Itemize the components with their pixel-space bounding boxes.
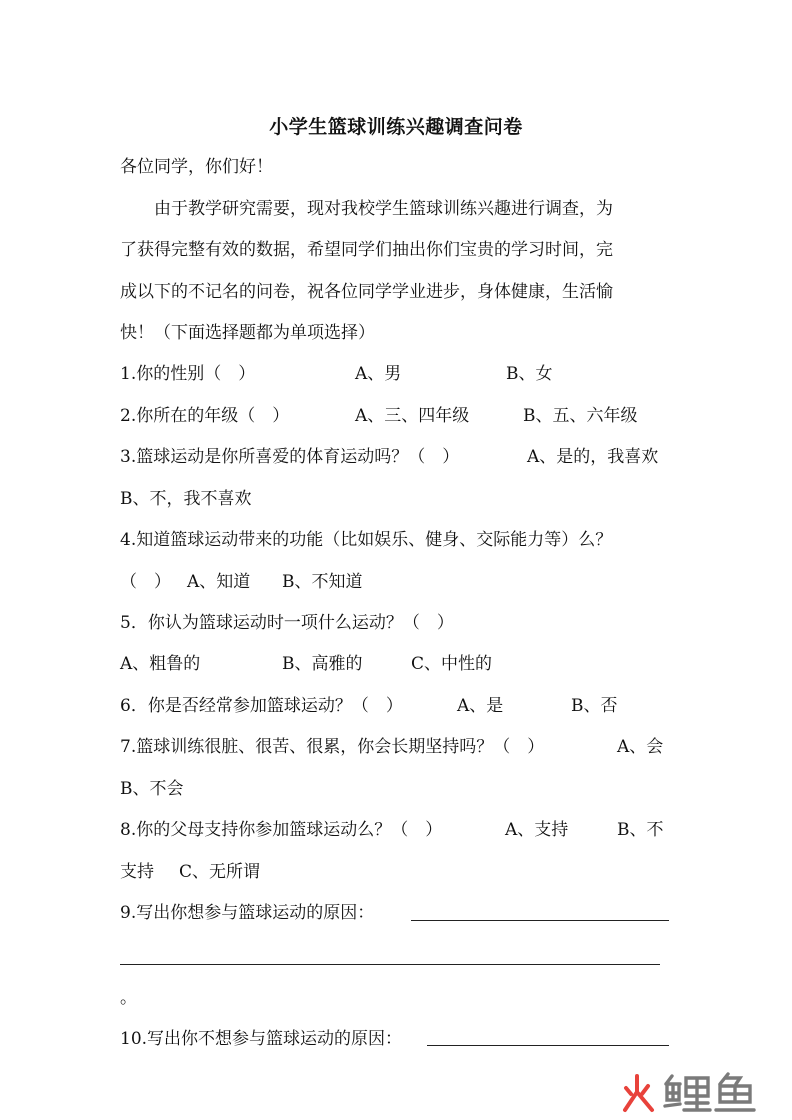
watermark-logo xyxy=(620,1070,780,1114)
question-10: 10.写出你不想参与篮球运动的原因： xyxy=(120,1029,403,1049)
question-7-option-a: A、会 xyxy=(617,737,664,757)
greeting: 各位同学，你们好！ xyxy=(120,157,273,177)
question-7: 7.篮球训练很脏、很苦、很累，你会长期坚持吗？（ ） xyxy=(120,737,545,757)
question-4-option-b: B、不知道 xyxy=(282,572,363,592)
question-5-option-c: C、中性的 xyxy=(411,654,493,674)
question-9-end-mark: 。 xyxy=(120,988,137,1008)
question-9-answer-blank[interactable] xyxy=(411,920,669,921)
fire-carp-logo-icon xyxy=(620,1070,780,1114)
question-1-option-a: A、男 xyxy=(355,364,402,384)
question-6-option-a: A、是 xyxy=(457,696,504,716)
question-9-answer-blank-line-2[interactable] xyxy=(120,964,660,965)
question-5-option-a: A、粗鲁的 xyxy=(120,654,201,674)
question-3: 3.篮球运动是你所喜爱的体育运动吗？（ ） xyxy=(120,447,460,467)
intro-line-4: 快！（下面选择题都为单项选择） xyxy=(120,323,375,343)
question-1: 1.你的性别（ ） xyxy=(120,364,256,384)
intro-line-3: 成以下的不记名的问卷，祝各位同学学业进步，身体健康，生活愉 xyxy=(120,282,613,302)
question-4-answer-paren: （ ） xyxy=(120,572,171,592)
question-2-option-b: B、五、六年级 xyxy=(523,406,638,426)
question-3-option-b: B、不，我不喜欢 xyxy=(120,489,252,509)
page-title: 小学生篮球训练兴趣调查问卷 xyxy=(269,116,523,138)
question-8: 8.你的父母支持你参加篮球运动么？（ ） xyxy=(120,820,443,840)
question-8-option-c: C、无所谓 xyxy=(179,862,261,882)
question-1-option-b: B、女 xyxy=(506,364,553,384)
question-6-option-b: B、否 xyxy=(571,696,618,716)
question-4: 4.知道篮球运动带来的功能（比如娱乐、健身、交际能力等）么？ xyxy=(120,530,613,550)
question-5: 5．你认为篮球运动时一项什么运动？（ ） xyxy=(120,613,454,633)
question-8-option-a: A、支持 xyxy=(505,820,569,840)
question-10-answer-blank[interactable] xyxy=(427,1045,669,1046)
question-8-option-b-part-2: 支持 xyxy=(120,862,154,882)
question-6: 6．你是否经常参加篮球运动？（ ） xyxy=(120,696,403,716)
intro-line-1: 由于教学研究需要，现对我校学生篮球训练兴趣进行调查，为 xyxy=(120,199,613,219)
question-2: 2.你所在的年级（ ） xyxy=(120,406,290,426)
question-8-option-b-part-1: B、不 xyxy=(617,820,664,840)
question-3-option-a: A、是的，我喜欢 xyxy=(527,447,659,467)
question-5-option-b: B、高雅的 xyxy=(282,654,363,674)
question-7-option-b: B、不会 xyxy=(120,779,184,799)
question-4-option-a: A、知道 xyxy=(187,572,251,592)
intro-line-2: 了获得完整有效的数据，希望同学们抽出你们宝贵的学习时间，完 xyxy=(120,240,613,260)
question-2-option-a: A、三、四年级 xyxy=(355,406,470,426)
question-9: 9.写出你想参与篮球运动的原因： xyxy=(120,903,375,923)
